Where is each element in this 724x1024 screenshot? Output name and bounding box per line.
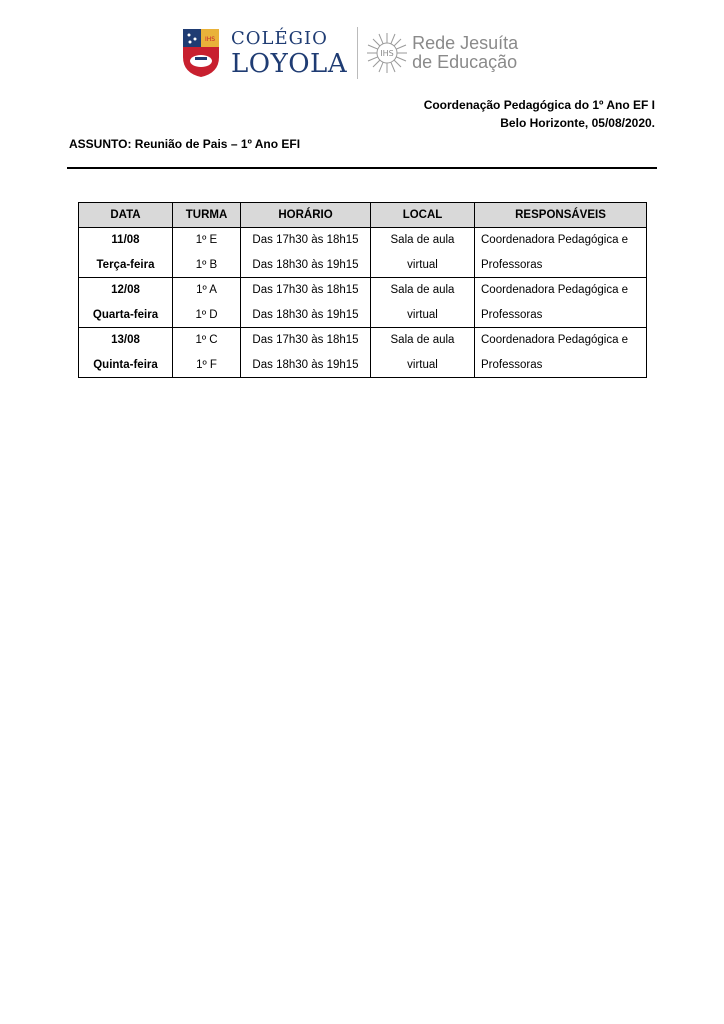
horario-cell xyxy=(241,228,371,278)
weekday: Terça-feira xyxy=(96,258,155,271)
horario: Das 18h30 às 19h15 xyxy=(252,258,359,271)
date-cell xyxy=(79,278,173,328)
date: 12/08 xyxy=(111,284,140,296)
col-header-turma: TURMA xyxy=(173,203,241,228)
document-header xyxy=(424,96,655,132)
turma: 1º E xyxy=(195,234,218,246)
table-row xyxy=(79,328,647,378)
col-header-local: LOCAL xyxy=(371,203,475,228)
horario-cell xyxy=(241,278,371,328)
turma: 1º F xyxy=(196,358,217,371)
date-cell xyxy=(79,228,173,278)
weekday: Quarta-feira xyxy=(92,308,159,321)
turma: 1º A xyxy=(196,284,217,296)
ihs-text: IHS xyxy=(380,49,394,58)
loyola-label: LOYOLA xyxy=(231,48,348,79)
school-logo xyxy=(181,25,518,81)
coordination-line: Coordenação Pedagógica do 1º Ano EF I xyxy=(423,98,655,112)
date-cell xyxy=(79,328,173,378)
local: virtual xyxy=(407,308,438,321)
school-name xyxy=(231,27,348,79)
responsaveis-cell xyxy=(475,278,647,328)
weekday: Quinta-feira xyxy=(93,358,158,371)
horario: Das 17h30 às 18h15 xyxy=(252,284,359,296)
turma: 1º D xyxy=(195,308,218,321)
colegio-label: COLÉGIO xyxy=(231,27,328,49)
responsaveis-cell xyxy=(475,328,647,378)
local: Sala de aula xyxy=(390,334,455,346)
col-header-horario: HORÁRIO xyxy=(241,203,371,228)
turma-cell xyxy=(173,228,241,278)
responsaveis-cell xyxy=(475,228,647,278)
local: virtual xyxy=(407,258,438,271)
responsaveis: Professoras xyxy=(481,358,543,371)
horario: Das 17h30 às 18h15 xyxy=(252,334,359,346)
shield-seal-text: IHS xyxy=(204,36,216,43)
col-header-responsaveis: RESPONSÁVEIS xyxy=(475,203,647,228)
table-row xyxy=(79,278,647,328)
rede-line2: de Educação xyxy=(412,52,518,72)
horario: Das 18h30 às 19h15 xyxy=(252,308,359,321)
responsaveis: Coordenadora Pedagógica e xyxy=(481,334,629,346)
horizontal-rule xyxy=(67,167,657,169)
turma: 1º B xyxy=(195,258,218,271)
local: Sala de aula xyxy=(390,284,455,296)
responsaveis: Coordenadora Pedagógica e xyxy=(481,284,629,296)
turma: 1º C xyxy=(195,334,218,346)
local: Sala de aula xyxy=(390,234,455,246)
rede-jesuita-name xyxy=(412,34,518,72)
turma-cell xyxy=(173,328,241,378)
date: 11/08 xyxy=(111,234,140,246)
date: 13/08 xyxy=(111,334,140,346)
responsaveis: Professoras xyxy=(481,308,543,321)
subject-line: ASSUNTO: Reunião de Pais – 1º Ano EFI xyxy=(69,137,301,151)
responsaveis: Professoras xyxy=(481,258,543,271)
table-header-row xyxy=(79,203,647,228)
rede-line1: Rede Jesuíta xyxy=(412,33,519,54)
table-row xyxy=(79,228,647,278)
horario-cell xyxy=(241,328,371,378)
logo-divider xyxy=(357,27,358,79)
local: virtual xyxy=(407,358,438,371)
responsaveis: Coordenadora Pedagógica e xyxy=(481,234,629,246)
date-line: Belo Horizonte, 05/08/2020. xyxy=(500,116,655,130)
local-cell xyxy=(371,278,475,328)
horario: Das 17h30 às 18h15 xyxy=(252,234,359,246)
shield-icon xyxy=(181,27,221,79)
col-header-data: DATA xyxy=(79,203,173,228)
local-cell xyxy=(371,328,475,378)
local-cell xyxy=(371,228,475,278)
turma-cell xyxy=(173,278,241,328)
horario: Das 18h30 às 19h15 xyxy=(252,358,359,371)
ihs-seal-icon xyxy=(366,32,408,74)
schedule-table xyxy=(78,202,647,378)
